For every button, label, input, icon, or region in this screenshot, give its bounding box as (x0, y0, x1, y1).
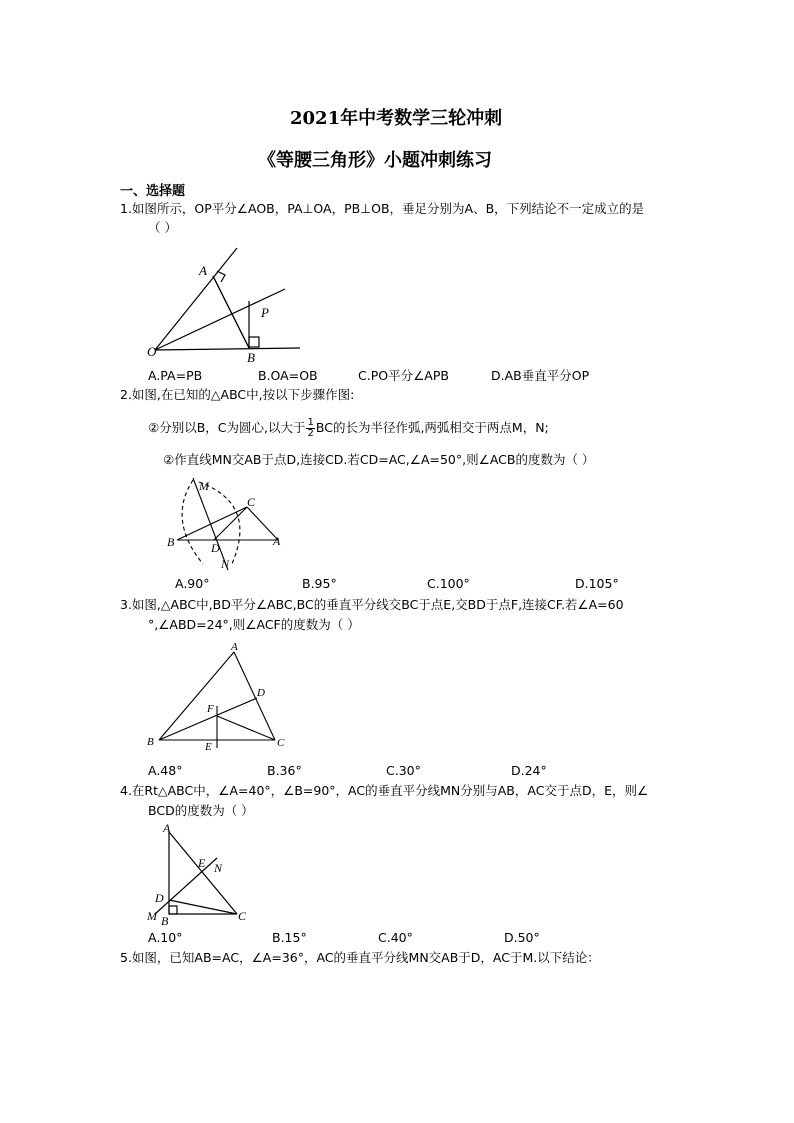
section-heading: 一、选择题 (120, 184, 186, 199)
q4-label-e: E (198, 856, 206, 870)
q3-label-d: D (257, 687, 265, 699)
q2-label-c: C (247, 495, 256, 509)
q4-stem-line2: BCD的度数为（ ） (148, 803, 254, 818)
q1-stem-line1: 1.如图所示，OP平分∠AOB，PA⊥OA，PB⊥OB，垂足分别为A、B，下列结论不一定成立的是 (120, 201, 645, 216)
q1-label-p: P (261, 305, 269, 320)
q4-option-c[interactable]: C.40° (378, 930, 413, 945)
q2-step1-pre: ②分别以B，C为圆心,以大于 (148, 420, 306, 435)
q4-label-n: N (214, 861, 223, 875)
q1-option-b[interactable]: B.OA=OB (258, 368, 318, 383)
q3-label-c: C (277, 737, 285, 749)
q2-fraction (306, 418, 314, 439)
q3-figure (143, 640, 293, 755)
q4-figure (143, 820, 258, 930)
q2-step1-post: BC的长为半径作弧,两弧相交于两点M，N; (315, 420, 549, 435)
q3-segment-ac (234, 652, 275, 740)
q4-label-b: B (161, 914, 169, 928)
q4-line-mn (155, 858, 217, 914)
q1-option-d[interactable]: D.AB垂直平分OP (491, 368, 590, 383)
q1-label-a: A (199, 263, 207, 278)
q3-option-b[interactable]: B.36° (267, 763, 302, 778)
q1-figure (145, 244, 305, 366)
q3-option-d[interactable]: D.24° (511, 763, 547, 778)
q2-option-d[interactable]: D.105° (575, 576, 619, 591)
page-title: 2021年中考数学三轮冲刺 (290, 108, 503, 129)
q5-stem-line1: 5.如图，已知AB=AC，∠A=36°，AC的垂直平分线MN交AB于D，AC于M.以下结论： (120, 950, 600, 965)
q2-step2: ②作直线MN交AB于点D,连接CD.若CD=AC,∠A=50°,则∠ACB的度数为（ ） (163, 452, 595, 467)
q4-label-c: C (238, 909, 247, 923)
q4-option-a[interactable]: A.10° (148, 930, 183, 945)
q4-stem-line1: 4.在Rt△ABC中，∠A=40°，∠B=90°，AC的垂直平分线MN分别与AB，AC交于点D，E，则∠ (120, 783, 649, 798)
q1-ray-ob (155, 348, 300, 350)
q4-label-d: D (155, 891, 164, 905)
q3-label-a: A (231, 641, 238, 653)
q2-label-d: D (211, 541, 220, 555)
q3-segment-fc (217, 716, 275, 740)
q3-option-c[interactable]: C.30° (386, 763, 421, 778)
q2-label-n: N (221, 557, 230, 571)
q2-step1 (148, 418, 549, 439)
q3-segment-ba (159, 652, 234, 740)
q2-frac-den: 2 (307, 428, 314, 439)
q2-label-m: M (199, 479, 209, 493)
q3-label-b: B (147, 736, 154, 748)
q3-label-f: F (207, 703, 214, 715)
q2-segment-dc (214, 507, 247, 540)
q1-right-angle-a (217, 271, 225, 282)
q3-label-e: E (205, 741, 212, 753)
q3-option-a[interactable]: A.48° (148, 763, 183, 778)
q1-label-o: O (147, 344, 157, 359)
q4-label-a: A (163, 821, 171, 835)
q2-label-b: B (167, 535, 175, 549)
q4-right-angle-b (169, 906, 177, 914)
q1-stem-line2: （ ） (148, 220, 177, 235)
q1-segment-ab (213, 276, 249, 348)
q4-option-d[interactable]: D.50° (504, 930, 540, 945)
q1-option-a[interactable]: A.PA=PB (148, 368, 203, 383)
q2-option-c[interactable]: C.100° (427, 576, 470, 591)
q3-stem-line2: °,∠ABD=24°,则∠ACF的度数为（ ） (148, 617, 360, 632)
q4-label-m: M (147, 909, 157, 923)
q2-option-a[interactable]: A.90° (175, 576, 210, 591)
q1-label-b: B (247, 350, 255, 365)
q2-figure (163, 472, 293, 574)
q3-stem-line1: 3.如图,△ABC中,BD平分∠ABC,BC的垂直平分线交BC于点E,交BD于点F,连接CF.若∠A=60 (120, 597, 624, 612)
q2-option-b[interactable]: B.95° (302, 576, 337, 591)
q1-right-angle-b (249, 337, 259, 347)
q4-option-b[interactable]: B.15° (272, 930, 307, 945)
page-subtitle: 《等腰三角形》小题冲刺练习 (258, 150, 492, 171)
q2-stem: 2.如图,在已知的△ABC中,按以下步骤作图: (120, 387, 355, 402)
q2-label-a: A (273, 534, 281, 548)
q1-option-c[interactable]: C.PO平分∠APB (358, 368, 449, 383)
q2-frac-num: 1 (307, 417, 314, 428)
